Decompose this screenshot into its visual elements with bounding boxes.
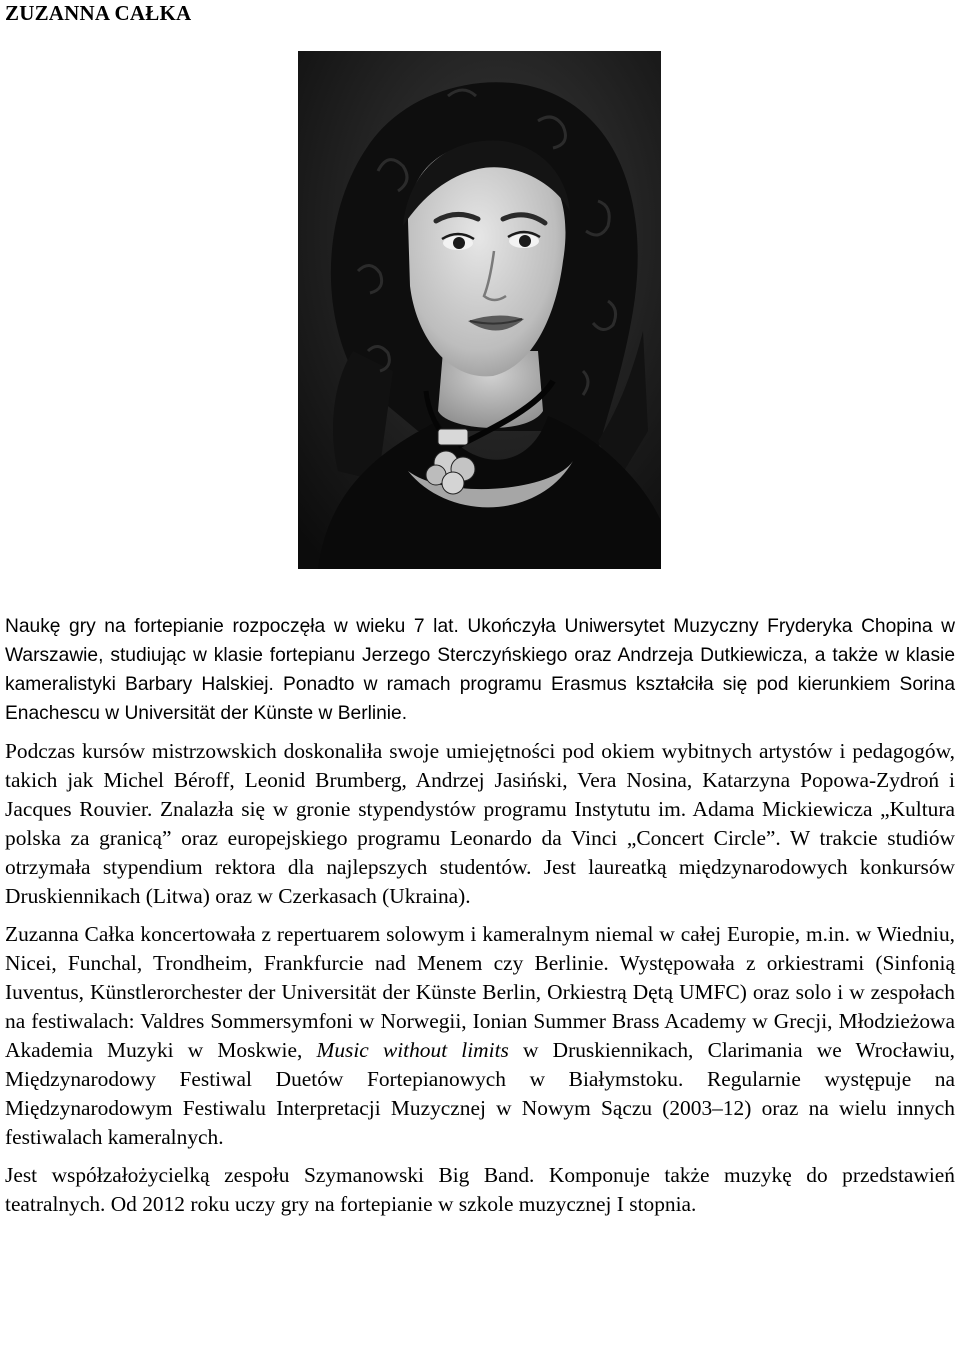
bio-paragraph-concerts-part2: w Druskiennikach, Clarimania we Wrocławiu, Międzynarodowy Festiwal Duetów Fortepianowych w Białymstoku. Regularnie występuje na Międzynarodowym Festiwalu Interpretacji Muzycznej w Nowym Sączu (2003–12) oraz na wielu innych festiwalach kameralnych. (5, 1038, 955, 1149)
portrait-illustration (298, 51, 661, 569)
bio-paragraph-masterclasses: Podczas kursów mistrzowskich doskonaliła swoje umiejętności pod okiem wybitnych artystów i pedagogów, takich jak Michel Béroff, Leonid Brumberg, Andrzej Jasiński, Vera Nosina, Katarzyna Popowa-Zydroń i Jacques Rouvier. Znalazła się w gronie stypendystów programu Instytutu im. Adama Mickiewicza „Kultura polska za granicą” oraz europejskiego programu Leonardo da Vinci „Concert Circle”. W trakcie studiów otrzymała stypendium rektora dla najlepszych studentów. Jest laureatką międzynarodowych konkursów Druskiennikach (Litwa) oraz w Czerkasach (Ukraina). (5, 739, 955, 908)
biography-text (5, 612, 955, 1228)
festival-name-italic: Music without limits (316, 1038, 509, 1062)
bio-paragraph-current: Jest współzałożycielką zespołu Szymanowski Big Band. Komponuje także muzykę do przedstawień teatralnych. Od 2012 roku uczy gry na fortepianie w szkole muzycznej I stopnia. (5, 1163, 955, 1216)
bio-paragraph-education: Naukę gry na fortepianie rozpoczęła w wieku 7 lat. Ukończyła Uniwersytet Muzyczny Fryderyka Chopina w Warszawie, studiując w klasie fortepianu Jerzego Sterczyńskiego oraz Andrzeja Dutkiewicza, a także w klasie kameralistyki Barbary Halskiej. Ponadto w ramach programu Erasmus kształciła się pod kierunkiem Sorina Enachescu w Universität der Künste w Berlinie. (5, 616, 955, 724)
page-title: ZUZANNA CAŁKA (5, 1, 192, 25)
bio-paragraph-concerts-part1: Zuzanna Całka koncertowała z repertuarem solowym i kameralnym niemal w całej Europie, m.in. w Wiedniu, Nicei, Funchal, Trondheim, Frankfurcie nad Menem czy Berlinie. Występowała z orkiestrami (Sinfonią Iuventus, Künstlerorchester der Universität der Künste Berlin, Orkiestrą Dętą UMFC) oraz solo i w zespołach na festiwalach: Valdres Sommersymfoni w Norwegii, Ionian Summer Brass Academy w Grecji, Młodzieżowa Akademia Muzyki w Moskwie, (5, 922, 955, 1062)
bio-paragraph-concerts (5, 920, 955, 1152)
portrait-photo (298, 51, 661, 569)
